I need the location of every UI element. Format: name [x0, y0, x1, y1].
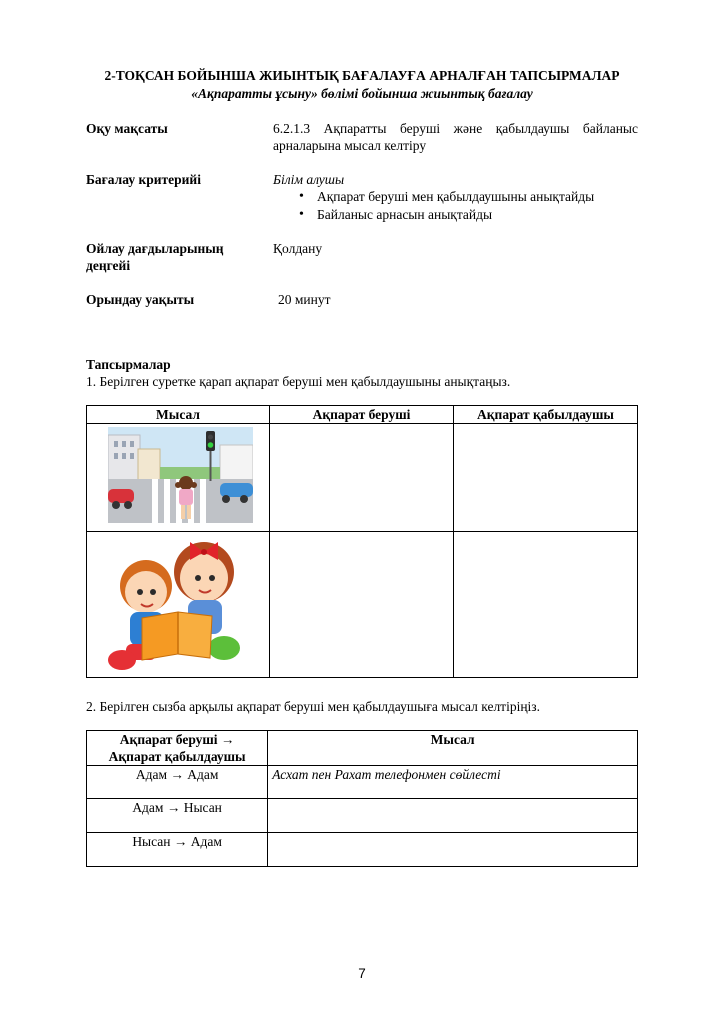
receiver-answer-cell[interactable] — [454, 424, 638, 532]
scheme-cell: Нысан → Адам — [87, 833, 268, 867]
criteria-block — [273, 171, 643, 224]
column-header: Мысал — [87, 406, 270, 424]
sender-answer-cell[interactable] — [270, 532, 454, 678]
scheme-table — [86, 730, 638, 867]
criteria-item: • Ақпарат беруші мен қабылдаушыны анықтайды — [273, 188, 643, 206]
column-header-example: Мысал — [268, 731, 638, 766]
table-row — [87, 799, 638, 833]
sender-answer-cell[interactable] — [270, 424, 454, 532]
column-header: Ақпарат қабылдаушы — [454, 406, 638, 424]
goal-label: Оқу мақсаты — [86, 121, 168, 136]
time-value: 20 минут — [278, 292, 331, 307]
examples-table — [86, 405, 638, 678]
table-row — [87, 833, 638, 867]
example-cell[interactable] — [268, 799, 638, 833]
task1-text: 1. Берілген суретке қарап ақпарат беруші мен қабылдаушыны анықтаңыз. — [86, 374, 511, 389]
time-label: Орындау уақыты — [86, 292, 195, 307]
page-title: 2-ТОҚСАН БОЙЫНША ЖИЫНТЫҚ БАҒАЛАУҒА АРНАЛҒАН ТАПСЫРМАЛАР — [104, 68, 620, 83]
page-subtitle: «Ақпаратты ұсыну» бөлімі бойынша жиынтық бағалау — [191, 86, 533, 101]
goal-value: 6.2.1.3 Ақпаратты беруші және қабылдаушы байланыс арналарына мысал келтіру — [273, 121, 638, 153]
crosswalk-illustration — [108, 427, 253, 523]
scheme-cell: Адам → Адам — [87, 766, 268, 799]
tasks-heading: Тапсырмалар — [86, 357, 171, 372]
example-cell[interactable]: Асхат пен Рахат телефонмен сөйлесті — [268, 766, 638, 799]
example-image-cell — [87, 532, 270, 678]
criteria-intro: Білім алушы — [273, 172, 345, 187]
table-row — [87, 424, 638, 532]
table-row — [87, 766, 638, 799]
page-number: 7 — [358, 966, 366, 981]
example-image-cell — [87, 424, 270, 532]
criteria-label: Бағалау критерийі — [86, 172, 201, 187]
table-row — [87, 532, 638, 678]
example-cell[interactable] — [268, 833, 638, 867]
skills-value: Қолдану — [273, 241, 323, 256]
skills-label: Ойлау дағдыларының деңгейі — [86, 241, 224, 273]
receiver-answer-cell[interactable] — [454, 532, 638, 678]
task2-text: 2. Берілген сызба арқылы ақпарат беруші мен қабылдаушыға мысал келтіріңіз. — [86, 699, 541, 714]
kids-reading-illustration — [106, 534, 251, 674]
column-header-scheme: Ақпарат беруші → Ақпарат қабылдаушы — [87, 731, 268, 766]
criteria-item: • Байланыс арнасын анықтайды — [273, 206, 643, 224]
column-header: Ақпарат беруші — [270, 406, 454, 424]
scheme-cell: Адам → Нысан — [87, 799, 268, 833]
criteria-list — [273, 188, 643, 224]
